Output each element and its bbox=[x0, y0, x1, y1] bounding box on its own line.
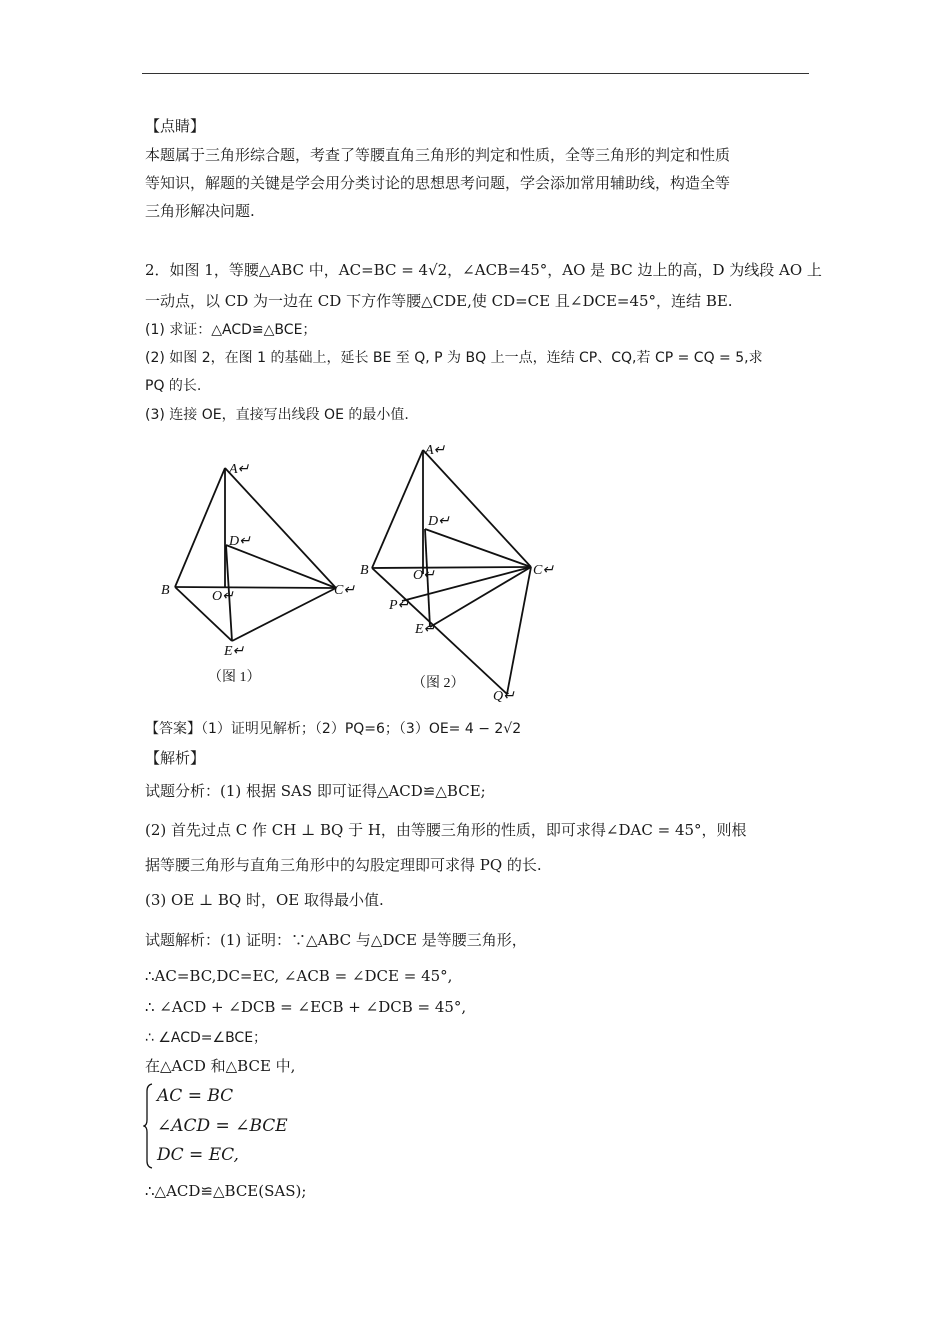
solution-1: 试题解析：(1) 证明：∵△ABC 与△DCE 是等腰三角形， bbox=[145, 931, 527, 949]
analysis-heading: 【解析】 bbox=[145, 749, 206, 767]
question-2a: (2) 如图 2，在图 1 的基础上，延长 BE 至 Q, P 为 BQ 上一点，连结 CP、CQ,若 CP = CQ = 5,求 bbox=[145, 350, 763, 366]
analysis-2b: 据等腰三角形与直角三角形中的勾股定理即可求得 PQ 的长. bbox=[145, 856, 542, 874]
fig1-label-b: B bbox=[161, 583, 170, 598]
fig2-label-a: A↵ bbox=[425, 443, 446, 458]
comment-line-2: 等知识，解题的关键是学会用分类讨论的思想思考问题，学会添加常用辅助线，构造全等 bbox=[145, 174, 731, 192]
fig1-caption: （图 1） bbox=[208, 670, 261, 685]
fig1-label-a: A↵ bbox=[229, 462, 250, 477]
system-eq-2: ∠ACD = ∠BCE bbox=[157, 1116, 288, 1136]
question-2b: PQ 的长. bbox=[145, 378, 202, 394]
fig2-label-e: E↵ bbox=[415, 622, 436, 637]
figure-1 bbox=[150, 455, 360, 695]
fig2-label-q: Q↵ bbox=[493, 689, 515, 704]
question-1: (1) 求证：△ACD≌△BCE； bbox=[145, 322, 317, 338]
fig2-caption: （图 2） bbox=[412, 676, 465, 691]
problem-line-2: 一动点，以 CD 为一边在 CD 下方作等腰△CDE,使 CD=CE 且∠DCE=45°，连结 BE. bbox=[145, 292, 733, 310]
figure-2 bbox=[355, 438, 565, 708]
fig2-label-c: C↵ bbox=[533, 563, 555, 578]
analysis-3: (3) OE ⊥ BQ 时，OE 取得最小值. bbox=[145, 891, 384, 909]
question-3: (3) 连接 OE，直接写出线段 OE 的最小值. bbox=[145, 407, 409, 423]
analysis-1: 试题分析：(1) 根据 SAS 即可证得△ACD≌△BCE; bbox=[145, 782, 486, 800]
comment-line-1: 本题属于三角形综合题，考查了等腰直角三角形的判定和性质，全等三角形的判定和性质 bbox=[145, 146, 731, 164]
fig2-label-b: B bbox=[360, 563, 369, 578]
problem-line-1: 2．如图 1，等腰△ABC 中，AC=BC = 4√2，∠ACB=45°，AO 是 BC 边上的高，D 为线段 AO 上 bbox=[145, 261, 822, 279]
system-eq-3: DC = EC, bbox=[157, 1145, 239, 1165]
comment-heading: 【点睛】 bbox=[145, 117, 206, 135]
answer-line: 【答案】（1）证明见解析；（2）PQ=6；（3）OE= 4 − 2√2 bbox=[145, 721, 522, 737]
header-rule bbox=[142, 73, 809, 74]
solution-6: ∴△ACD≌△BCE(SAS); bbox=[145, 1182, 307, 1200]
fig1-label-d: D↵ bbox=[229, 534, 251, 549]
solution-4: ∴ ∠ACD=∠BCE； bbox=[145, 1030, 268, 1046]
fig1-label-c: C↵ bbox=[334, 583, 356, 598]
solution-3: ∴ ∠ACD + ∠DCB = ∠ECB + ∠DCB = 45°, bbox=[145, 998, 467, 1016]
comment-line-3: 三角形解决问题. bbox=[145, 202, 255, 220]
solution-5: 在△ACD 和△BCE 中, bbox=[145, 1057, 296, 1075]
fig1-label-o: O↵ bbox=[212, 589, 234, 604]
fig2-label-o: O↵ bbox=[413, 568, 435, 583]
fig2-label-p: P↵ bbox=[389, 598, 410, 613]
system-eq-1: AC = BC bbox=[157, 1086, 234, 1106]
fig1-label-e: E↵ bbox=[224, 644, 245, 659]
analysis-2a: (2) 首先过点 C 作 CH ⊥ BQ 于 H，由等腰三角形的性质，即可求得∠DAC = 45°，则根 bbox=[145, 821, 747, 839]
system-brace bbox=[143, 1083, 153, 1169]
solution-2: ∴AC=BC,DC=EC, ∠ACB = ∠DCE = 45°, bbox=[145, 967, 453, 985]
fig2-label-d: D↵ bbox=[428, 514, 450, 529]
